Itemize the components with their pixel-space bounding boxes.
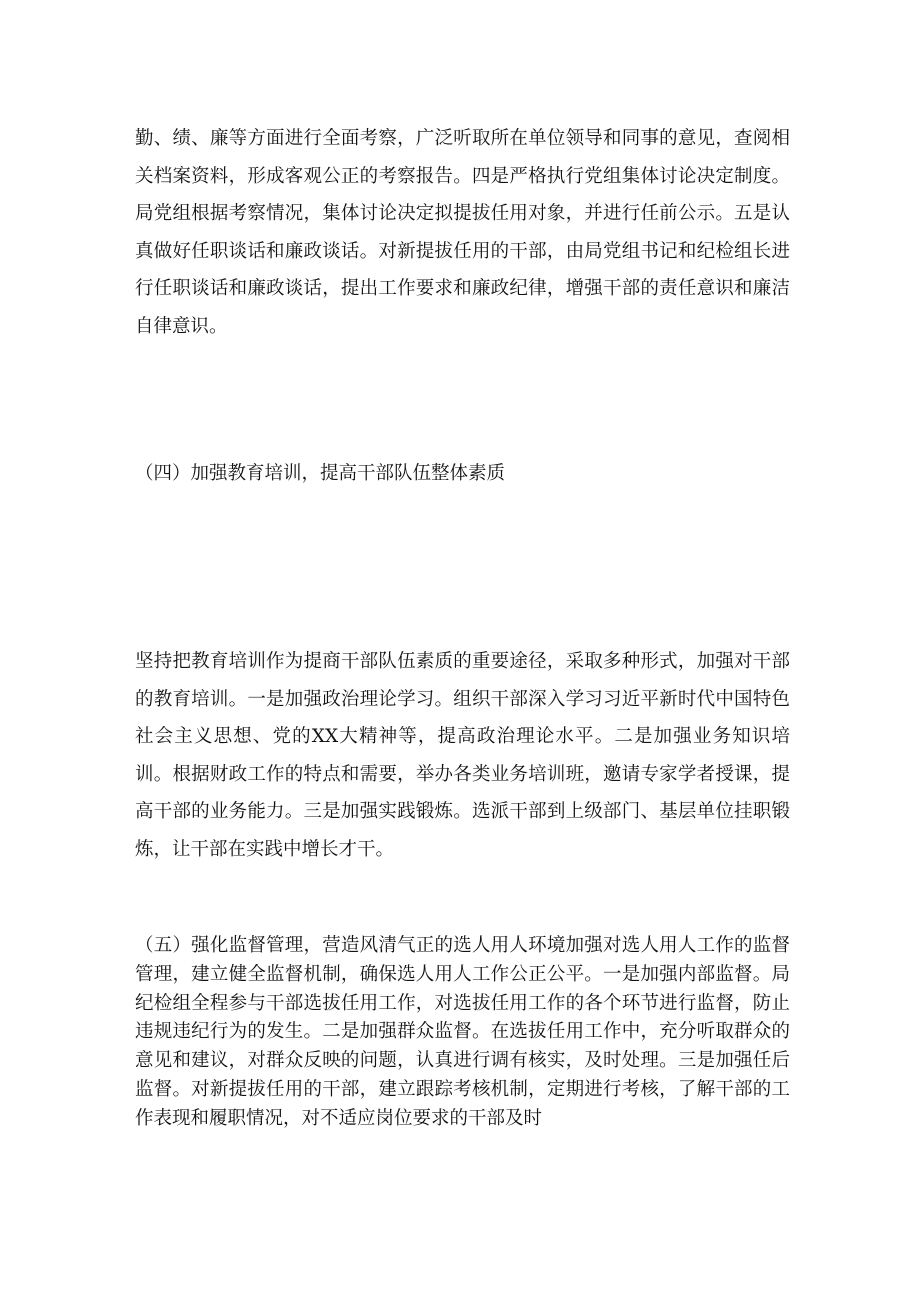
- paragraph-cadre-inspection: 勤、绩、廉等方面进行全面考察，广泛听取所在单位领导和同事的意见，查阅相关档案资料，形成客观公正的考察报告。四是严格执行党组集体讨论决定制度。局党组根据考察情况，集体讨论决定拟提拔任用对象，并进行任前公示。五是认真做好任职谈话和廉政谈话。对新提拔任用的干部，由局党组书记和纪检组长进行任职谈话和廉政谈话，提出工作要求和廉政纪律，增强干部的责任意识和廉洁自律意识。: [135, 128, 790, 337]
- paragraph-supervision-management: （五）强化监督管理，营造风清气正的选人用人环境加强对选人用人工作的监督管理，建立健全监督机制，确保选人用人工作公正公平。一是加强内部监督。局纪检组全程参与干部选拔任用工作，对选拔任用工作的各个环节进行监督，防止违规违纪行为的发生。二是加强群众监督。在选拔任用工作中，充分听取群众的意见和建议，对群众反映的问题，认真进行调有核实，及时处理。三是加强任后监督。对新提拔任用的干部，建立跟踪考核机制，定期进行考核，了解干部的工作表现和履职情况，对不适应岗位要求的干部及时: [135, 935, 790, 1129]
- paragraph-education-training: 坚持把教育培训作为提商干部队伍素质的重要途径，采取多种形式，加强对干部的教育培训。一是加强政治理论学习。组织干部深入学习习近平新时代中国特色社会主义思想、党的XX大精神等，提高政治理论水平。二是加强业务知识培训。根据财政工作的特点和需要，举办各类业务培训班，邀请专家学者授课，提高干部的业务能力。三是加强实践锻炼。选派干部到上级部门、基层单位挂职锻炼，让干部在实践中增长才干。: [135, 651, 790, 860]
- section-heading-education-training: （四）加强教育培训，提高干部队伍整体素质: [135, 463, 506, 484]
